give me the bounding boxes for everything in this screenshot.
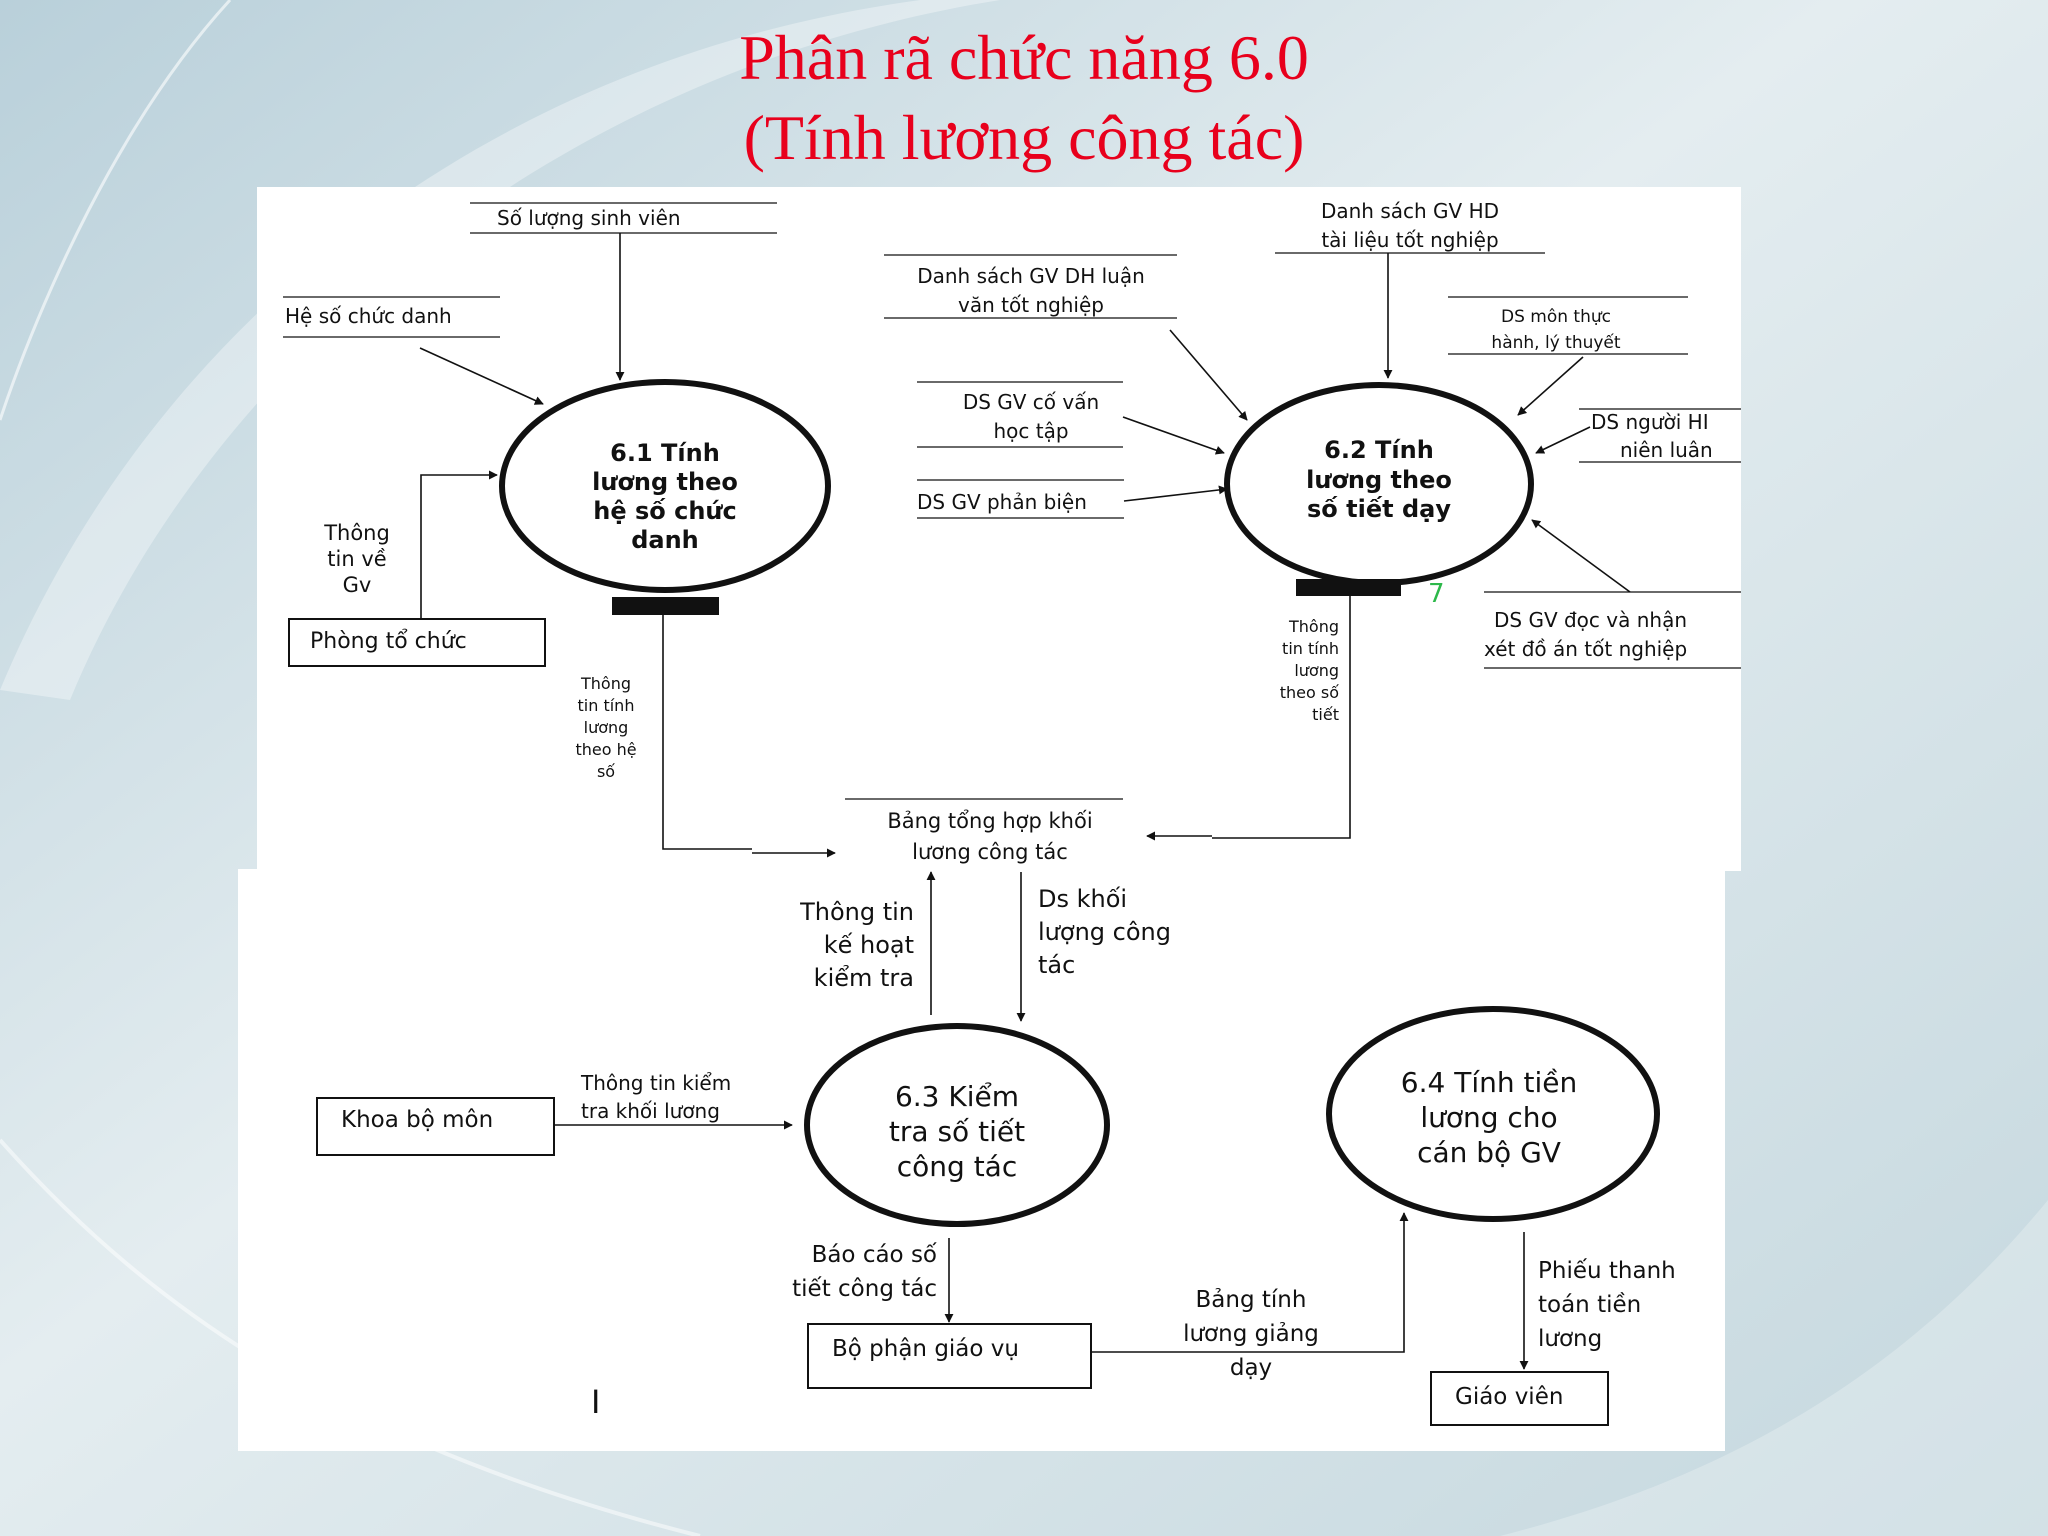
store-bar-61 xyxy=(612,597,719,615)
flow-label-bang-tinh-1: Bảng tính xyxy=(1195,1287,1307,1313)
process-6-4-line-1: 6.4 Tính tiền xyxy=(1400,1066,1578,1099)
store-bang-tong-hop-line-2: lương công tác xyxy=(912,840,1068,864)
flow-label-thong-tin-gv-2: tin về xyxy=(327,547,387,571)
store-ds-mon-line-2: hành, lý thuyết xyxy=(1491,333,1621,353)
flow-label-tt-he-so-3: lương xyxy=(583,718,629,737)
store-ds-mon-line-1: DS môn thực xyxy=(1501,307,1611,327)
title-line-1: Phân rã chức năng 6.0 xyxy=(739,22,1309,93)
title-line-2: (Tính lương công tác) xyxy=(743,102,1305,173)
flow-label-tt-so-tiet-2: tin tính xyxy=(1282,639,1339,658)
entity-bo-phan-giao-vu-label: Bộ phận giáo vụ xyxy=(832,1336,1019,1362)
flow-label-tt-so-tiet-5: tiết xyxy=(1312,705,1339,724)
process-6-1-line-3: hệ số chức xyxy=(593,497,737,525)
store-ds-gv-co-van-line-2: học tập xyxy=(993,419,1069,443)
process-6-3-line-3: công tác xyxy=(896,1150,1018,1183)
process-6-1-line-1: 6.1 Tính xyxy=(610,439,720,467)
entity-giao-vien-label: Giáo viên xyxy=(1455,1384,1564,1410)
store-bang-tong-hop-line-1: Bảng tổng hợp khối xyxy=(887,809,1093,833)
flow-label-phieu-2: toán tiền xyxy=(1538,1292,1642,1318)
store-he-so-chuc-danh: Hệ số chức danh xyxy=(285,304,452,328)
entity-khoa-bo-mon-label: Khoa bộ môn xyxy=(341,1107,494,1133)
store-ds-gv-co-van-line-1: DS GV cố vấn xyxy=(962,390,1100,414)
flow-label-bao-cao-2: tiết công tác xyxy=(792,1276,937,1302)
flow-label-kiem-tra-1: Thông tin kiểm xyxy=(581,1071,732,1095)
flow-label-ke-hoat-1: Thông tin xyxy=(800,898,914,926)
process-6-1-line-4: danh xyxy=(631,526,699,554)
store-bar-62 xyxy=(1296,579,1401,596)
flow-label-tt-he-so-4: theo hệ xyxy=(575,740,637,759)
flow-label-tt-he-so-2: tin tính xyxy=(577,696,635,715)
text-cursor-mark: I xyxy=(591,1383,601,1421)
process-6-4-line-3: cán bộ GV xyxy=(1417,1136,1561,1169)
flow-label-bang-tinh-3: dạy xyxy=(1229,1355,1273,1381)
process-6-1-line-2: lương theo xyxy=(592,468,738,496)
store-ds-gv-phan-bien: DS GV phản biện xyxy=(917,490,1087,514)
flow-label-thong-tin-gv-3: Gv xyxy=(342,573,372,597)
store-ds-gv-hd-line-2: tài liệu tốt nghiệp xyxy=(1321,228,1499,252)
process-6-2-line-3: số tiết dạy xyxy=(1307,495,1451,523)
process-6-3-line-2: tra số tiết xyxy=(888,1115,1026,1148)
flow-label-phieu-1: Phiếu thanh xyxy=(1538,1258,1676,1284)
store-ds-gv-dh-line-2: văn tốt nghiệp xyxy=(957,293,1105,317)
entity-phong-to-chuc-label: Phòng tổ chức xyxy=(310,629,467,654)
process-6-2-line-1: 6.2 Tính xyxy=(1324,436,1434,464)
flow-label-kiem-tra-2: tra khối lương xyxy=(581,1099,720,1123)
flow-label-tt-he-so-1: Thông xyxy=(581,674,631,693)
stray-green-mark: 7 xyxy=(1428,579,1445,609)
flow-label-tt-so-tiet-3: lương xyxy=(1294,661,1339,680)
store-ds-gv-doc-line-2: xét đồ án tốt nghiệp xyxy=(1484,637,1688,661)
store-so-luong-sv: Số lượng sinh viên xyxy=(497,206,681,230)
flow-label-ke-hoat-3: kiểm tra xyxy=(813,964,914,992)
store-ds-nguoi-hd-line-1: DS người HI xyxy=(1591,410,1709,434)
process-6-4-line-2: lương cho xyxy=(1420,1101,1558,1134)
store-ds-gv-hd-line-1: Danh sách GV HD xyxy=(1320,199,1500,223)
flow-label-ke-hoat-2: kế hoạt xyxy=(823,931,914,959)
flow-label-tt-so-tiet-4: theo số xyxy=(1279,683,1339,702)
store-ds-nguoi-hd-line-2: niên luân xyxy=(1620,438,1713,462)
flow-label-thong-tin-gv-1: Thông xyxy=(324,521,390,545)
flow-label-phieu-3: lương xyxy=(1538,1326,1603,1352)
store-ds-gv-dh-line-1: Danh sách GV DH luận xyxy=(917,264,1145,288)
flow-label-bang-tinh-2: lương giảng xyxy=(1183,1321,1319,1347)
process-6-3-line-1: 6.3 Kiểm xyxy=(894,1080,1020,1113)
diagram-canvas-top xyxy=(257,187,1741,871)
flow-label-tt-so-tiet-1: Thông xyxy=(1289,617,1339,636)
store-ds-gv-doc-line-1: DS GV đọc và nhận xyxy=(1494,608,1688,632)
process-6-2-line-2: lương theo xyxy=(1306,466,1452,494)
flow-label-bao-cao-1: Báo cáo số xyxy=(811,1242,937,1268)
flow-label-ds-khoi-2: lượng công xyxy=(1038,918,1171,946)
flow-label-ds-khoi-1: Ds khối xyxy=(1038,885,1128,913)
flow-label-ds-khoi-3: tác xyxy=(1038,951,1076,979)
flow-label-tt-he-so-5: số xyxy=(596,762,616,781)
